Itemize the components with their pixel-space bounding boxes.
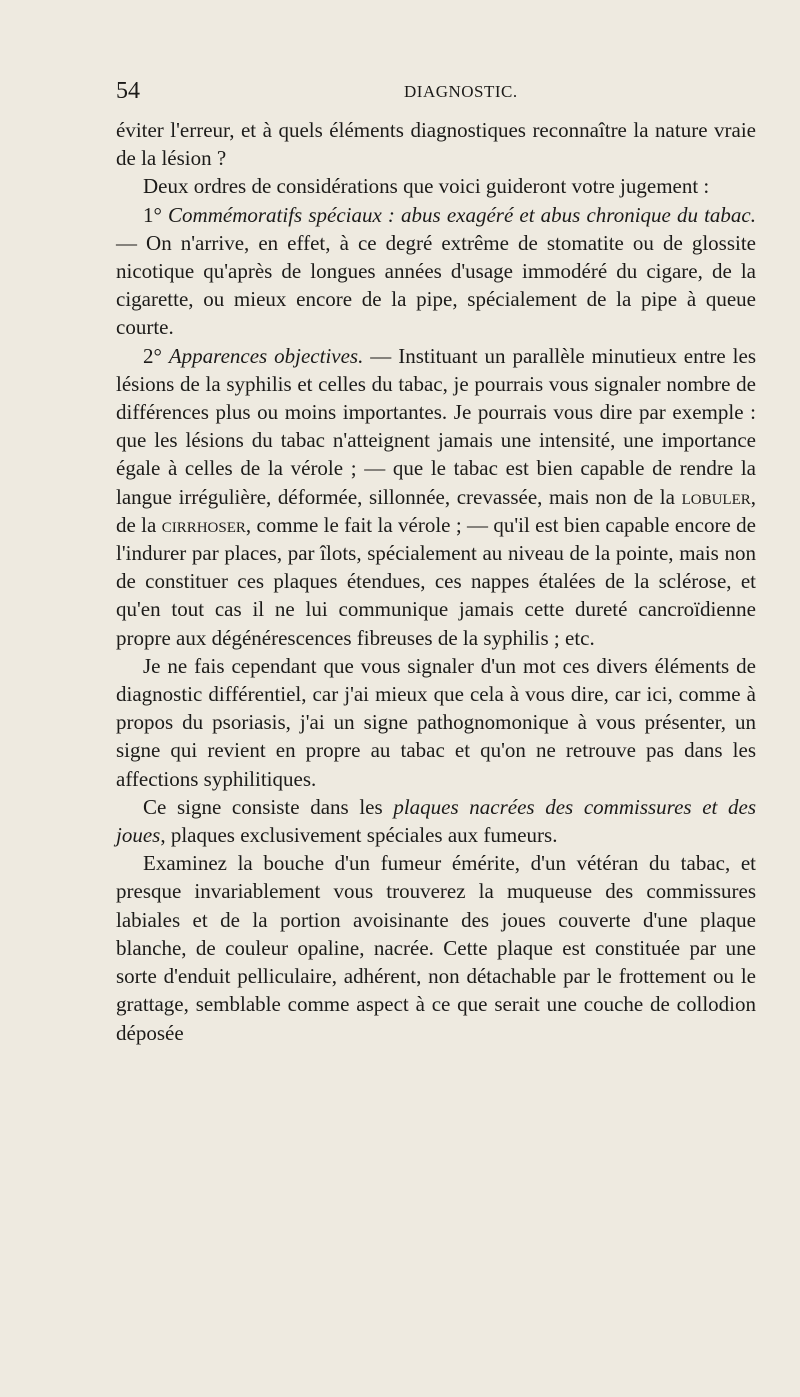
body-text <box>116 116 756 1047</box>
italic-phrase: plaques nacrées des commissures et des joues <box>116 794 756 848</box>
paragraph-text: Je ne fais cependant que vous signaler d'un mot ces divers éléments de diagnostic différentiel, car j'ai mieux que cela à vous dire, car ici, comme à propos du psoriasis, j'ai un signe pathognomonique à vous présenter, un signe qui revient en propre au tabac et qu'on ne retrouve pas dans les affections syphilitiques. <box>116 653 756 791</box>
paragraph <box>116 793 756 849</box>
paragraph-text: — Instituant un parallèle minutieux entre les lésions de la syphilis et celles du tabac, je pourrais vous signaler nombre de différences plus ou moins importantes. Je pourrais vous dire par exemple : que les lésions du tabac n'atteignent jamais une intensité, une importance égale à celles de la vérole ; — que le tabac est bien capable de rendre la langue irrégulière, déformée, sillonnée, crevassée, mais non de la <box>116 343 756 509</box>
small-caps-term: lobuler <box>681 484 751 509</box>
paragraph-text: , comme le fait la vérole ; — qu'il est bien capable encore de l'indurer par places, par îlots, spécialement au niveau de la pointe, mais non de constituer ces plaques étendues, ces nappes étalées de la sclérose, et qu'en tout cas il ne lui communique jamais cette dureté cancroïdienne propre aux dégénérescences fibreuses de la syphilis ; etc. <box>116 512 756 650</box>
paragraph-text: , plaques exclusivement spéciales aux fumeurs. <box>160 823 558 848</box>
paragraph-text: Deux ordres de considérations que voici guideront votre jugement : <box>143 174 710 199</box>
list-number: 2° <box>143 343 169 368</box>
paragraph-text: Ce signe consiste dans les <box>143 794 394 819</box>
book-page <box>116 78 756 1047</box>
paragraph-text: éviter l'erreur, et à quels éléments diagnostiques reconnaître la nature vraie de la lésion ? <box>116 118 756 171</box>
section-heading-italic: Commémoratifs spéciaux : abus exagéré et abus chronique du tabac. <box>168 202 756 227</box>
page-header <box>116 78 756 108</box>
paragraph <box>116 652 756 793</box>
paragraph-text: , de la <box>116 484 756 537</box>
page-number: 54 <box>116 78 140 104</box>
paragraph <box>116 172 756 200</box>
section-heading-italic: Apparences objectives. <box>168 343 364 368</box>
paragraph <box>116 849 756 1046</box>
paragraph <box>116 342 756 652</box>
paragraph <box>116 116 756 172</box>
small-caps-term: cirrhoser <box>161 512 246 537</box>
list-number: 1° <box>143 202 169 227</box>
paragraph <box>116 201 756 342</box>
paragraph-text: — On n'arrive, en effet, à ce degré extrême de stomatite ou de glossite nicotique qu'après de longues années d'usage immodéré du cigare, de la cigarette, ou mieux encore de la pipe, spécialement de la pipe à queue courte. <box>116 230 756 340</box>
paragraph-text: Examinez la bouche d'un fumeur émérite, d'un vétéran du tabac, et presque invariablement vous trouverez la muqueuse des commissures labiales et de la portion avoisinante des joues couverte d'une plaque blanche, de couleur opaline, nacrée. Cette plaque est constituée par une sorte d'enduit pelliculaire, adhérent, non détachable par le frottement ou le grattage, semblable comme aspect à ce que serait une couche de collodion déposée <box>116 851 756 1045</box>
running-title: DIAGNOSTIC. <box>404 82 518 101</box>
